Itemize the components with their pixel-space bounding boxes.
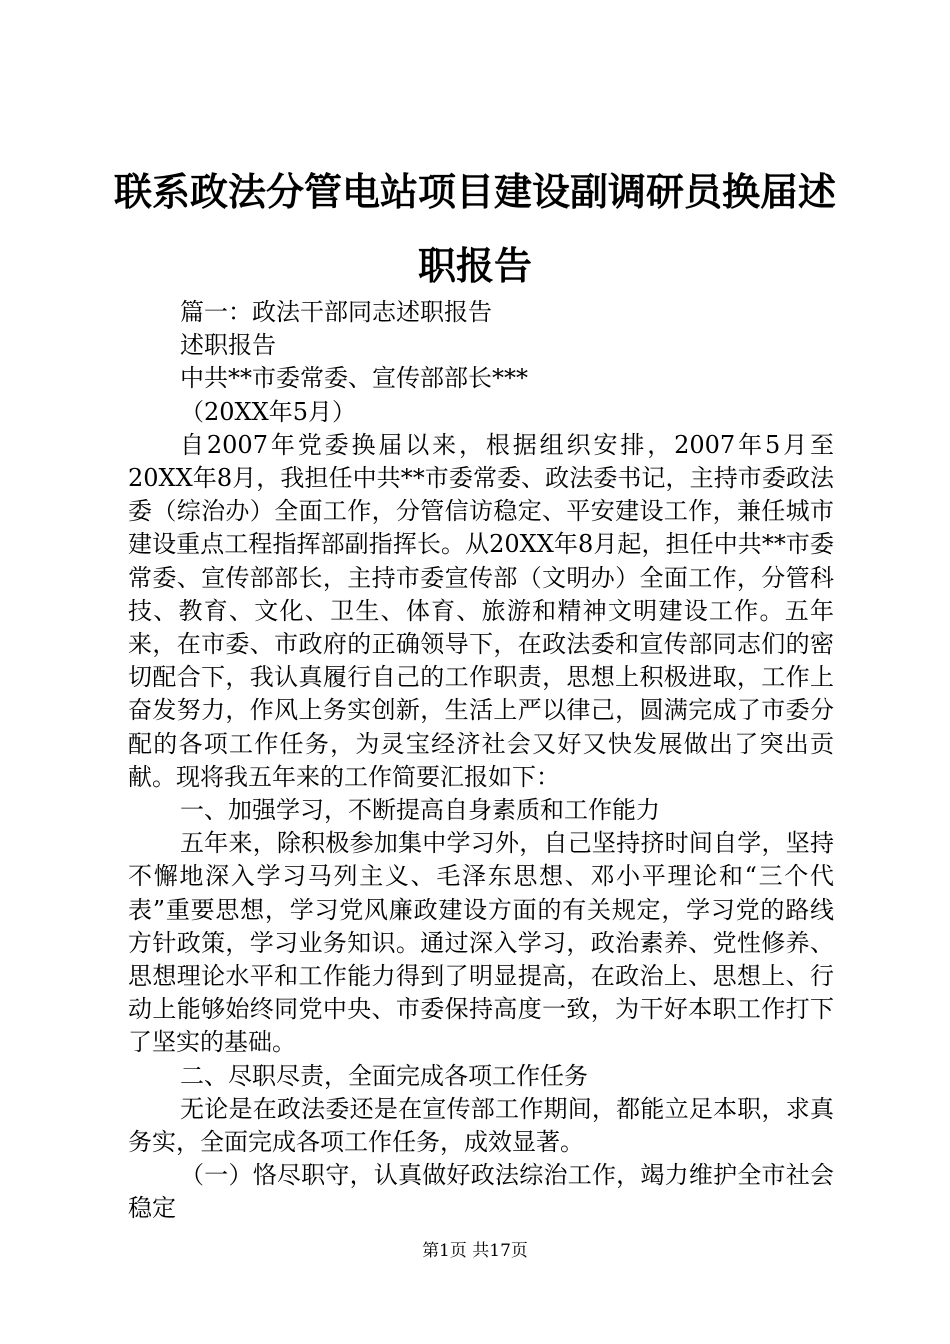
author-line: 中共**市委常委、宣传部部长*** [180, 364, 528, 393]
section-heading: 一、加强学习，不断提高自身素质和工作能力 [180, 796, 660, 825]
body-paragraph: 自2007年党委换届以来，根据组织安排，2007年5月至20XX年8月，我担任中共**市委常委、政法委书记，主持市委政法委（综治办）全面工作，分管信访稳定、平安建设工作，兼任城市建设重点工程指挥部副指挥长。从20XX年8月起，担任中共**市委常委、宣传部部长，主持市委宣传部（文明办）全面工作，分管科技、教育、文化、卫生、体育、旅游和精神文明建设工作。五年来，在市委、市政府的正确领导下，在政法委和宣传部同志们的密切配合下，我认真履行自己的工作职责，思想上积极进取，工作上奋发努力，作风上务实创新，生活上严以律己，圆满完成了市委分配的各项工作任务，为灵宝经济社会又好又快发展做出了突出贡献。现将我五年来的工作简要汇报如下： [128, 430, 834, 791]
subsection-heading: （一）恪尽职守，认真做好政法综治工作，竭力维护全市社会稳定 [128, 1161, 834, 1223]
body-paragraph: 五年来，除积极参加集中学习外，自己坚持挤时间自学，坚持不懈地深入学习马列主义、毛泽东思想、邓小平理论和“三个代表”重要思想，学习党风廉政建设方面的有关规定，学习党的路线方针政策，学习业务知识。通过深入学习，政治素养、党性修养、思想理论水平和工作能力得到了明显提高，在政治上、思想上、行动上能够始终同党中央、市委保持高度一致，为干好本职工作打下了坚实的基础。 [128, 829, 834, 1057]
document-title: 联系政法分管电站项目建设副调研员换届述职报告 [113, 169, 836, 288]
date-line: （20XX年5月） [180, 397, 356, 426]
page-footer: 第1页 共17页 [422, 1241, 528, 1261]
document-body [128, 296, 834, 1226]
report-title: 述职报告 [180, 331, 276, 360]
section-heading: 篇一：政法干部同志述职报告 [180, 298, 492, 326]
body-paragraph: 无论是在政法委还是在宣传部工作期间，都能立足本职，求真务实，全面完成各项工作任务，成效显著。 [128, 1094, 834, 1157]
section-heading: 二、尽职尽责，全面完成各项工作任务 [180, 1061, 588, 1090]
